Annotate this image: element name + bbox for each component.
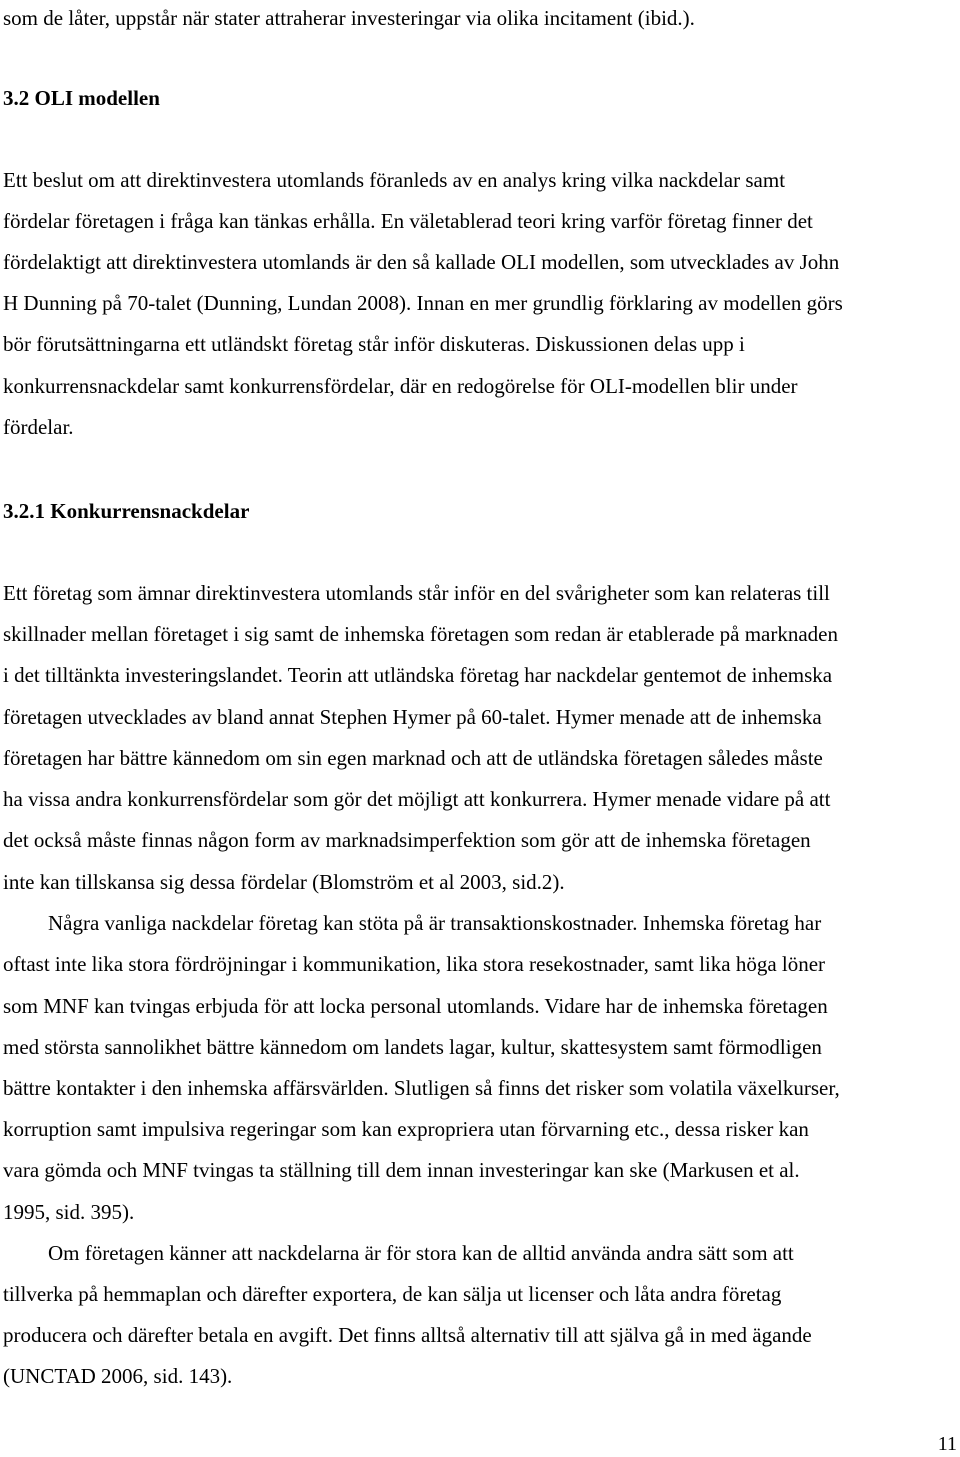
text-line: Ett företag som ämnar direktinvestera utomlands står inför en del svårigheter som kan relateras till bbox=[3, 581, 830, 605]
text-line: ha vissa andra konkurrensfördelar som gör det möjligt att konkurrera. Hymer menade vidare på att bbox=[3, 787, 831, 811]
text-line: tillverka på hemmaplan och därefter exportera, de kan sälja ut licenser och låta andra företag bbox=[3, 1282, 782, 1306]
text-line: Ett beslut om att direktinvestera utomlands föranleds av en analys kring vilka nackdelar samt bbox=[3, 168, 786, 192]
text-line: det också måste finnas någon form av marknadsimperfektion som gör att de inhemska företagen bbox=[3, 828, 811, 852]
text-line: oftast inte lika stora fördröjningar i kommunikation, lika stora resekostnader, samt lika höga löner bbox=[3, 952, 826, 976]
text-line: företagen har bättre kännedom om sin egen marknad och att de utländska företagen således måste bbox=[3, 746, 823, 770]
text-line: (UNCTAD 2006, sid. 143). bbox=[3, 1364, 233, 1388]
text-line: H Dunning på 70-talet (Dunning, Lundan 2008). Innan en mer grundlig förklaring av modellen görs bbox=[3, 291, 843, 315]
text-line: företagen utvecklades av bland annat Stephen Hymer på 60-talet. Hymer menade att de inhemska bbox=[3, 705, 822, 729]
text-line: fördelar. bbox=[3, 415, 74, 439]
text-line: producera och därefter betala en avgift. Det finns alltså alternativ till att själva gå in med ägande bbox=[3, 1323, 812, 1347]
text-line: 1995, sid. 395). bbox=[3, 1200, 135, 1224]
text-line: som de låter, uppstår när stater attraherar investeringar via olika incitament (ibid.). bbox=[3, 6, 695, 30]
text-line: inte kan tillskansa sig dessa fördelar (Blomström et al 2003, sid.2). bbox=[3, 870, 565, 894]
text-line: vara gömda och MNF tvingas ta ställning till dem innan investeringar kan ske (Markusen et al. bbox=[3, 1158, 800, 1182]
text-line: Några vanliga nackdelar företag kan stöta på är transaktionskostnader. Inhemska företag har bbox=[48, 911, 822, 935]
text-line: fördelaktigt att direktinvestera utomlands är den så kallade OLI modellen, som utvecklades av John bbox=[3, 250, 840, 274]
subsection-heading: 3.2.1 Konkurrensnackdelar bbox=[3, 499, 250, 523]
text-line: i det tilltänkta investeringslandet. Teorin att utländska företag har nackdelar gentemot de inhemska bbox=[3, 663, 833, 687]
page-number: 11 bbox=[937, 1433, 957, 1455]
text-line: som MNF kan tvingas erbjuda för att locka personal utomlands. Vidare har de inhemska företagen bbox=[3, 994, 828, 1018]
text-line: konkurrensnackdelar samt konkurrensfördelar, där en redogörelse för OLI-modellen blir under bbox=[3, 374, 798, 398]
text-line: med största sannolikhet bättre kännedom om landets lagar, kultur, skattesystem samt förmodligen bbox=[3, 1035, 822, 1059]
section-heading: 3.2 OLI modellen bbox=[3, 86, 160, 110]
text-line: bör förutsättningarna ett utländskt företag står inför diskuteras. Diskussionen delas upp i bbox=[3, 332, 745, 356]
text-line: skillnader mellan företaget i sig samt de inhemska företagen som redan är etablerade på marknaden bbox=[3, 622, 838, 646]
text-line: korruption samt impulsiva regeringar som kan expropriera utan förvarning etc., dessa risker kan bbox=[3, 1117, 809, 1141]
text-line: fördelar företagen i fråga kan tänkas erhålla. En väletablerad teori kring varför företag finner det bbox=[3, 209, 813, 233]
text-line: Om företagen känner att nackdelarna är för stora kan de alltid använda andra sätt som att bbox=[48, 1241, 794, 1265]
text-line: bättre kontakter i den inhemska affärsvärlden. Slutligen så finns det risker som volatila växelkurser, bbox=[3, 1076, 840, 1100]
